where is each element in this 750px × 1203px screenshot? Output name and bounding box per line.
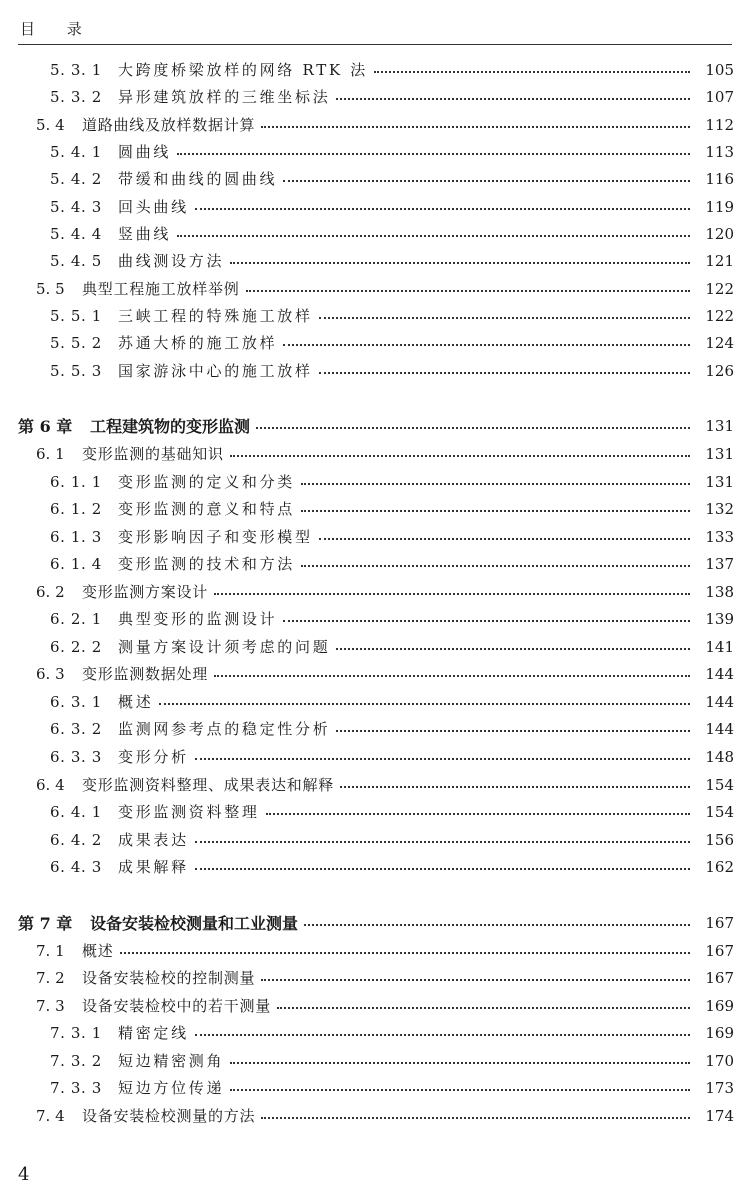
toc-entry[interactable] xyxy=(0,1074,750,1101)
toc-entry-page: 105 xyxy=(705,60,734,79)
dot-leader xyxy=(230,262,690,264)
dot-leader xyxy=(336,98,690,100)
toc-entry-title: 变形监测的定义和分类 xyxy=(118,473,296,491)
toc-entry-page: 154 xyxy=(705,802,734,821)
toc-entry-title: 精密定线 xyxy=(118,1024,189,1042)
toc-entry-title: 带缓和曲线的圆曲线 xyxy=(118,170,278,188)
dot-leader xyxy=(319,538,690,540)
toc-entry-number: 6. 2. 2 xyxy=(50,637,102,656)
toc-entry-title: 异形建筑放样的三维坐标法 xyxy=(118,88,331,106)
dot-leader xyxy=(340,786,690,788)
toc-entry-page: 131 xyxy=(705,416,734,435)
toc-entry-title: 监测网参考点的稳定性分析 xyxy=(118,720,331,738)
toc-entry[interactable] xyxy=(0,468,750,495)
dot-leader xyxy=(214,593,690,595)
toc-entry-title: 变形监测的意义和特点 xyxy=(118,500,296,518)
page-header xyxy=(18,14,732,45)
toc-entry[interactable] xyxy=(0,992,750,1019)
toc-entry[interactable] xyxy=(0,247,750,274)
toc-entry[interactable] xyxy=(0,165,750,192)
toc-entry-page: 169 xyxy=(705,1023,734,1042)
toc-entry-page: 167 xyxy=(705,968,734,987)
toc-entry-page: 167 xyxy=(705,941,734,960)
toc-entry[interactable] xyxy=(0,909,750,936)
toc-entry[interactable] xyxy=(0,220,750,247)
header-title: 目 录 xyxy=(20,20,96,38)
toc-entry-title: 变形监测资料整理 xyxy=(118,803,260,821)
toc-entry-page: 144 xyxy=(705,719,734,738)
toc-entry-page: 107 xyxy=(705,87,734,106)
toc-entry-title: 三峡工程的特殊施工放样 xyxy=(118,307,313,325)
dot-leader xyxy=(266,813,690,815)
toc-entry-number: 7. 3 xyxy=(36,996,65,1015)
toc-entry[interactable] xyxy=(0,329,750,356)
toc-entry[interactable] xyxy=(0,633,750,660)
toc-entry[interactable] xyxy=(0,578,750,605)
dot-leader xyxy=(195,841,690,843)
toc-entry[interactable] xyxy=(0,937,750,964)
toc-entry-page: 169 xyxy=(705,996,734,1015)
toc-entry-title: 变形监测的技术和方法 xyxy=(118,555,296,573)
dot-leader xyxy=(230,455,690,457)
toc-entry-page: 144 xyxy=(705,692,734,711)
toc-entry-number: 5. 5. 1 xyxy=(50,306,102,325)
toc-entry-title: 概述 xyxy=(118,693,154,711)
toc-entry-page: 112 xyxy=(705,115,734,134)
toc-entry-page: 139 xyxy=(705,609,734,628)
page-number: 4 xyxy=(18,1164,30,1185)
toc-entry-number: 6. 1 xyxy=(36,444,65,463)
toc-entry-number: 7. 3. 3 xyxy=(50,1078,102,1097)
dot-leader xyxy=(336,730,690,732)
toc-entry-number: 5. 3. 1 xyxy=(50,60,102,79)
toc-entry-page: 170 xyxy=(705,1051,734,1070)
toc-entry-page: 131 xyxy=(705,444,734,463)
toc-entry-title: 典型变形的监测设计 xyxy=(118,610,278,628)
toc-entry-page: 162 xyxy=(705,857,734,876)
toc-entry-title: 曲线测设方法 xyxy=(118,252,225,270)
dot-leader xyxy=(261,1117,690,1119)
dot-leader xyxy=(301,565,690,567)
toc-entry[interactable] xyxy=(0,771,750,798)
toc-entry-page: 141 xyxy=(705,637,734,656)
dot-leader xyxy=(246,290,690,292)
toc-entry-page: 120 xyxy=(705,224,734,243)
dot-leader xyxy=(319,317,690,319)
dot-leader xyxy=(319,372,690,374)
toc-entry-page: 113 xyxy=(705,142,734,161)
toc-entry[interactable] xyxy=(0,826,750,853)
toc-entry-title: 道路曲线及放样数据计算 xyxy=(82,116,256,134)
toc-entry-page: 122 xyxy=(705,306,734,325)
toc-entry-page: 126 xyxy=(705,361,734,380)
toc-entry-page: 173 xyxy=(705,1078,734,1097)
toc-entry[interactable] xyxy=(0,495,750,522)
toc-entry-title: 成果表达 xyxy=(118,831,189,849)
toc-entry-title: 变形监测资料整理、成果表达和解释 xyxy=(82,776,335,794)
toc-entry-number: 6. 1. 4 xyxy=(50,554,102,573)
toc-entry-page: 144 xyxy=(705,664,734,683)
toc-entry-title: 变形监测方案设计 xyxy=(82,583,209,601)
toc-entry-page: 122 xyxy=(705,279,734,298)
toc-entry-number: 6. 3 xyxy=(36,664,65,683)
toc-entry[interactable] xyxy=(0,688,750,715)
toc-entry-page: 132 xyxy=(705,499,734,518)
toc-entry-title: 工程建筑物的变形监测 xyxy=(90,417,251,436)
toc-entry-title: 圆曲线 xyxy=(118,143,172,161)
toc-entry-title: 变形监测的基础知识 xyxy=(82,445,224,463)
toc-entry[interactable] xyxy=(0,440,750,467)
dot-leader xyxy=(374,71,690,73)
toc-entry-page: 133 xyxy=(705,527,734,546)
toc-entry-title: 竖曲线 xyxy=(118,225,172,243)
toc-entry-number: 5. 5. 3 xyxy=(50,361,102,380)
dot-leader xyxy=(283,620,690,622)
dot-leader xyxy=(120,952,690,954)
toc-entry-number: 7. 3. 2 xyxy=(50,1051,102,1070)
toc-entry-page: 138 xyxy=(705,582,734,601)
toc-entry-title: 成果解释 xyxy=(118,858,189,876)
toc-entry[interactable] xyxy=(0,412,750,439)
toc-entry-number: 5. 4. 1 xyxy=(50,142,102,161)
dot-leader xyxy=(283,344,690,346)
toc-entry-page: 116 xyxy=(705,169,734,188)
toc-entry-number: 5. 5 xyxy=(36,279,65,298)
toc-entry[interactable] xyxy=(0,743,750,770)
toc-entry-number: 7. 2 xyxy=(36,968,65,987)
toc-entry[interactable] xyxy=(0,111,750,138)
toc-entry[interactable] xyxy=(0,798,750,825)
toc-entry[interactable] xyxy=(0,605,750,632)
toc-entry-number: 6. 2. 1 xyxy=(50,609,102,628)
toc-entry[interactable] xyxy=(0,1019,750,1046)
dot-leader xyxy=(336,648,690,650)
toc-entry[interactable] xyxy=(0,56,750,83)
dot-leader xyxy=(261,979,690,981)
toc-entry-page: 148 xyxy=(705,747,734,766)
toc-entry-number: 6. 3. 3 xyxy=(50,747,102,766)
toc-entry-number: 5. 4. 4 xyxy=(50,224,102,243)
toc-entry[interactable] xyxy=(0,853,750,880)
toc-entry-number: 5. 3. 2 xyxy=(50,87,102,106)
toc-entry-number: 5. 4. 5 xyxy=(50,251,102,270)
toc-entry-number: 7. 4 xyxy=(36,1106,65,1125)
toc-entry-number: 6. 4. 3 xyxy=(50,857,102,876)
toc-entry-title: 短边方位传递 xyxy=(118,1079,225,1097)
toc-entry-title: 设备安装检校的控制测量 xyxy=(82,969,256,987)
toc-entry[interactable] xyxy=(0,275,750,302)
toc-entry-number: 7. 1 xyxy=(36,941,65,960)
toc-entry[interactable] xyxy=(0,138,750,165)
toc-entry-page: 154 xyxy=(705,775,734,794)
dot-leader xyxy=(230,1062,690,1064)
toc-entry-number: 6. 4. 1 xyxy=(50,802,102,821)
toc-entry-page: 119 xyxy=(705,197,734,216)
toc-entry-number: 第 6 章 xyxy=(18,417,73,436)
dot-leader xyxy=(283,180,690,182)
toc-entry-number: 6. 1. 2 xyxy=(50,499,102,518)
toc-entry-page: 131 xyxy=(705,472,734,491)
toc-entry-page: 124 xyxy=(705,333,734,352)
toc-entry[interactable] xyxy=(0,193,750,220)
toc-entry-number: 7. 3. 1 xyxy=(50,1023,102,1042)
toc-entry[interactable] xyxy=(0,715,750,742)
toc-entry[interactable] xyxy=(0,523,750,550)
toc-entry-number: 5. 4. 2 xyxy=(50,169,102,188)
toc-entry-title: 设备安装检校测量和工业测量 xyxy=(90,914,299,933)
toc-entry-page: 121 xyxy=(705,251,734,270)
dot-leader xyxy=(214,675,690,677)
toc-entry-title: 典型工程施工放样举例 xyxy=(82,280,240,298)
dot-leader xyxy=(195,208,690,210)
toc-entry-title: 设备安装检校中的若干测量 xyxy=(82,997,272,1015)
toc-entry-number: 6. 1. 3 xyxy=(50,527,102,546)
toc-entry-number: 第 7 章 xyxy=(18,914,73,933)
toc-entry-title: 国家游泳中心的施工放样 xyxy=(118,362,313,380)
dot-leader xyxy=(195,868,690,870)
dot-leader xyxy=(195,758,690,760)
toc-entry-title: 概述 xyxy=(82,942,114,960)
toc-entry[interactable] xyxy=(0,1047,750,1074)
dot-leader xyxy=(261,126,690,128)
dot-leader xyxy=(195,1034,690,1036)
toc-entry[interactable] xyxy=(0,357,750,384)
toc-entry-page: 167 xyxy=(705,913,734,932)
toc-entry-title: 变形影响因子和变形模型 xyxy=(118,528,313,546)
dot-leader xyxy=(304,924,690,926)
toc-entry-number: 6. 3. 1 xyxy=(50,692,102,711)
toc-entry-title: 变形分析 xyxy=(118,748,189,766)
dot-leader xyxy=(277,1007,690,1009)
dot-leader xyxy=(159,703,690,705)
toc-entry-page: 137 xyxy=(705,554,734,573)
toc-entry-number: 6. 4. 2 xyxy=(50,830,102,849)
toc-entry-title: 设备安装检校测量的方法 xyxy=(82,1107,256,1125)
toc-entry-number: 6. 1. 1 xyxy=(50,472,102,491)
dot-leader xyxy=(177,153,690,155)
toc-entry[interactable] xyxy=(0,1102,750,1129)
toc-entry-title: 大跨度桥梁放样的网络 RTK 法 xyxy=(118,61,368,79)
toc-entry-number: 5. 5. 2 xyxy=(50,333,102,352)
toc-entry-title: 回头曲线 xyxy=(118,198,189,216)
toc-entry-title: 测量方案设计须考虑的问题 xyxy=(118,638,331,656)
dot-leader xyxy=(301,483,690,485)
dot-leader xyxy=(230,1089,690,1091)
toc-entry[interactable] xyxy=(0,964,750,991)
toc-entry[interactable] xyxy=(0,660,750,687)
toc-entry[interactable] xyxy=(0,302,750,329)
toc-entry-title: 短边精密测角 xyxy=(118,1052,225,1070)
dot-leader xyxy=(256,427,690,429)
toc-entry-title: 苏通大桥的施工放样 xyxy=(118,334,278,352)
toc-entry-title: 变形监测数据处理 xyxy=(82,665,209,683)
toc-entry-number: 6. 2 xyxy=(36,582,65,601)
dot-leader xyxy=(301,510,690,512)
toc-entry-number: 5. 4 xyxy=(36,115,65,134)
toc-entry-page: 174 xyxy=(705,1106,734,1125)
toc-entry-page: 156 xyxy=(705,830,734,849)
toc-entry-number: 5. 4. 3 xyxy=(50,197,102,216)
toc-entry-number: 6. 4 xyxy=(36,775,65,794)
dot-leader xyxy=(177,235,690,237)
toc-entry[interactable] xyxy=(0,550,750,577)
toc-entry-number: 6. 3. 2 xyxy=(50,719,102,738)
toc-entry[interactable] xyxy=(0,83,750,110)
